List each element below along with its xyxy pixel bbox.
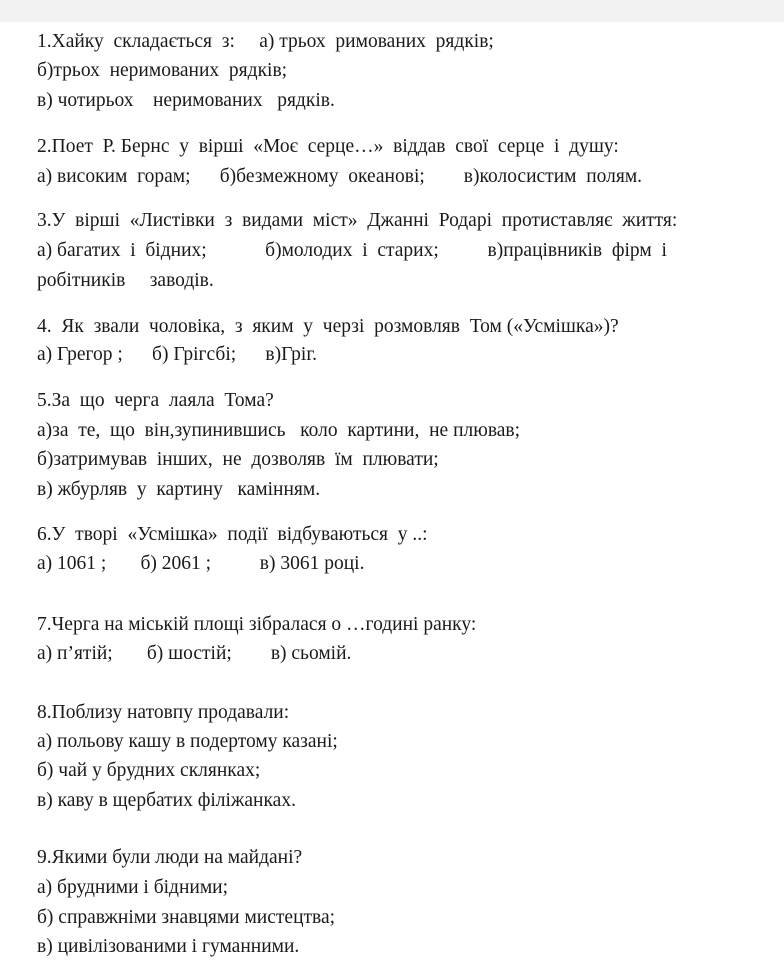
question-3-text: 3.У вірші «Листівки з видами міст» Джанні Родарі протиставляє життя:	[37, 210, 678, 231]
question-4-options: а) Грегор ; б) Грігсбі; в)Гріг.	[37, 344, 318, 365]
question-2-text: 2.Поет Р. Бернс у вірші «Моє серце…» віддав свої серце і душу:	[37, 136, 619, 157]
question-7-options: а) п’ятій; б) шостій; в) сьомій.	[37, 643, 352, 664]
question-8-option-b: б) чай у брудних склянках;	[37, 760, 261, 781]
question-8-text: 8.Поблизу натовпу продавали:	[37, 702, 290, 723]
question-4-text: 4. Як звали чоловіка, з яким у черзі розмовляв Том («Усмішка»)?	[37, 316, 619, 337]
question-5-option-c: в) жбурляв у картину камінням.	[37, 479, 321, 500]
question-2-options: а) високим горам; б)безмежному океанові; в)колосистим полям.	[37, 166, 643, 187]
question-1-option-c: в) чотирьох неримованих рядків.	[37, 90, 335, 111]
question-1-option-b: б)трьох неримованих рядків;	[37, 60, 288, 81]
question-3-options-cont: робітників заводів.	[37, 270, 214, 291]
question-5-text: 5.За що черга лаяла Тома?	[37, 390, 274, 411]
question-6-options: а) 1061 ; б) 2061 ; в) 3061 році.	[37, 553, 365, 574]
question-5-option-a: а)за те, що він,зупинившись коло картини, не плював;	[37, 420, 521, 441]
question-6-text: 6.У творі «Усмішка» події відбуваються у ..:	[37, 524, 428, 545]
question-1-text: 1.Хайку складається з: а) трьох римованих рядків;	[37, 31, 494, 52]
question-8-option-c: в) каву в щербатих філіжанках.	[37, 790, 296, 811]
question-7-text: 7.Черга на міській площі зібралася о …годині ранку:	[37, 614, 477, 635]
question-5-option-b: б)затримував інших, не дозволяв їм плювати;	[37, 449, 439, 470]
question-9-option-b: б) справжніми знавцями мистецтва;	[37, 907, 336, 928]
question-8-option-a: а) польову кашу в подертому казані;	[37, 731, 338, 752]
question-3-options: а) багатих і бідних; б)молодих і старих; в)працівників фірм і	[37, 240, 667, 261]
question-9-option-c: в) цивілізованими і гуманними.	[37, 936, 300, 957]
question-9-text: 9.Якими були люди на майдані?	[37, 847, 303, 868]
question-9-option-a: а) брудними і бідними;	[37, 877, 229, 898]
